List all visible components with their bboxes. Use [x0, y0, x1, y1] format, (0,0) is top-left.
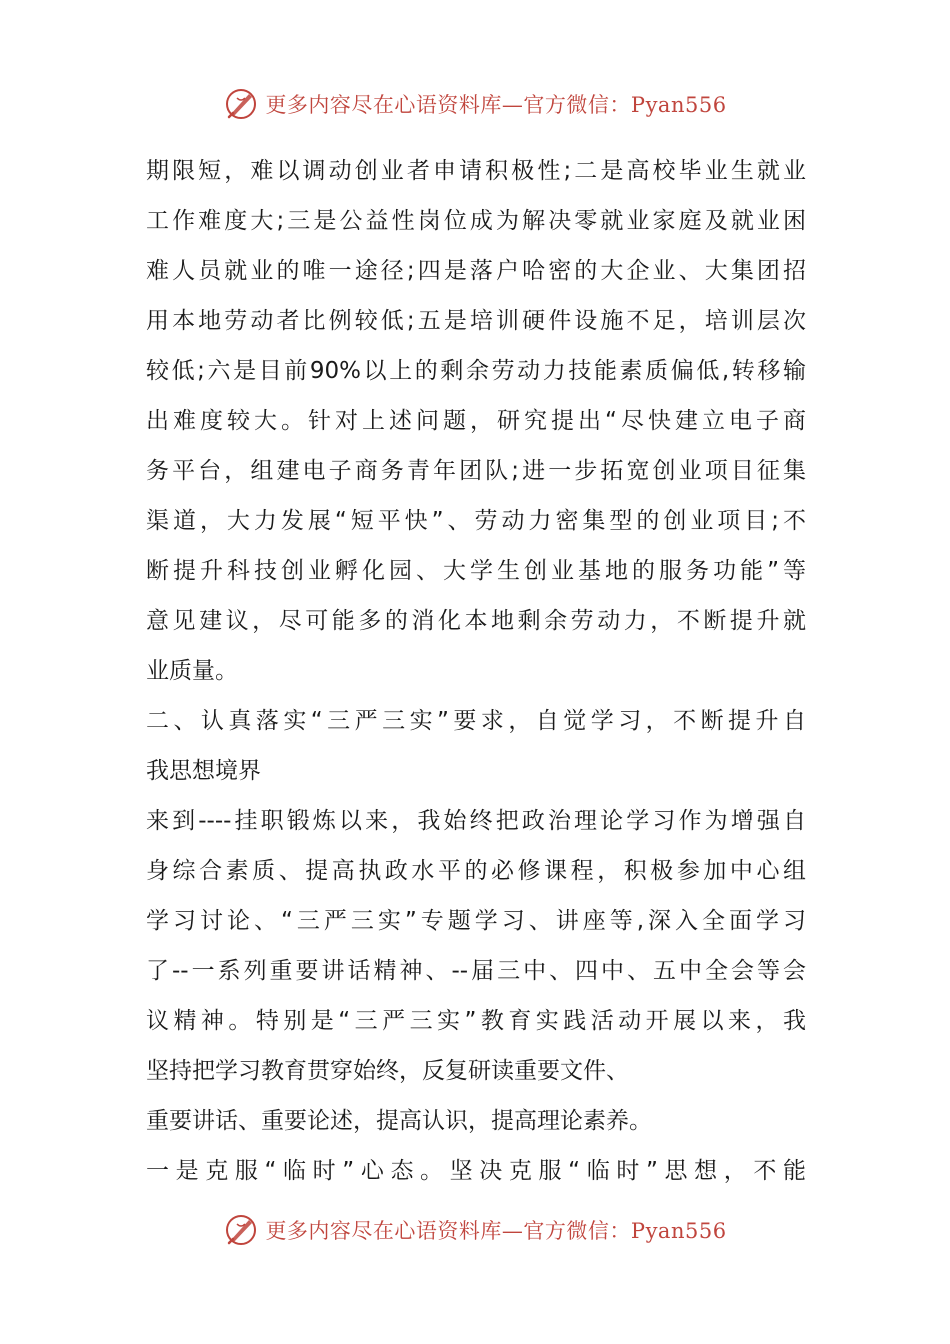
- body-line: 身综合素质、提高执政水平的必修课程，积极参加中心组: [146, 858, 806, 884]
- body-line: 了--一系列重要讲话精神、--届三中、四中、五中全会等会: [146, 958, 806, 984]
- body-line: 较低;六是目前90%以上的剩余劳动力技能素质偏低,转移输: [146, 358, 806, 384]
- header-banner: [0, 80, 950, 128]
- body-line: 重要讲话、重要论述，提高认识，提高理论素养。: [146, 1108, 652, 1134]
- body-line: 渠道，大力发展“短平快”、劳动力密集型的创业项目;不: [146, 508, 806, 534]
- body-line: 难人员就业的唯一途径;四是落户哈密的大企业、大集团招: [146, 258, 806, 284]
- body-line: 坚持把学习教育贯穿始终，反复研读重要文件、: [146, 1058, 629, 1084]
- body-line: 出难度较大。针对上述问题，研究提出“尽快建立电子商: [146, 408, 806, 434]
- body-line: 用本地劳动者比例较低;五是培训硬件设施不足，培训层次: [146, 308, 806, 334]
- body-line: 工作难度大;三是公益性岗位成为解决零就业家庭及就业困: [146, 208, 806, 234]
- body-line: 断提升科技创业孵化园、大学生创业基地的服务功能”等: [146, 558, 806, 584]
- body-line: 业质量。: [146, 658, 238, 684]
- footer-banner-inner: [223, 1212, 726, 1248]
- body-line: 意见建议，尽可能多的消化本地剩余劳动力，不断提升就: [146, 608, 806, 634]
- body-line: 务平台，组建电子商务青年团队;进一步拓宽创业项目征集: [146, 458, 806, 484]
- header-banner-text: 更多内容尽在心语资料库—官方微信：Pyan556: [265, 93, 727, 117]
- body-line: 学习讨论、“三严三实”专题学习、讲座等,深入全面学习: [146, 908, 806, 934]
- section-heading-line: 二、认真落实“三严三实”要求，自觉学习，不断提升自: [146, 708, 806, 734]
- body-line: 一是克服“临时”心态。坚决克服“临时”思想，不能: [146, 1158, 806, 1184]
- section-heading-line: 我思想境界: [146, 758, 261, 784]
- document-body: [146, 146, 806, 1196]
- footer-banner: [0, 1206, 950, 1254]
- body-line: 来到----挂职锻炼以来，我始终把政治理论学习作为增强自: [146, 808, 806, 834]
- body-line: 期限短，难以调动创业者申请积极性;二是高校毕业生就业: [146, 158, 806, 184]
- quill-logo-icon: [223, 86, 259, 122]
- body-line: 议精神。特别是“三严三实”教育实践活动开展以来，我: [146, 1008, 806, 1034]
- header-banner-inner: [223, 86, 726, 122]
- quill-logo-icon: [223, 1212, 259, 1248]
- footer-banner-text: 更多内容尽在心语资料库—官方微信：Pyan556: [265, 1219, 727, 1243]
